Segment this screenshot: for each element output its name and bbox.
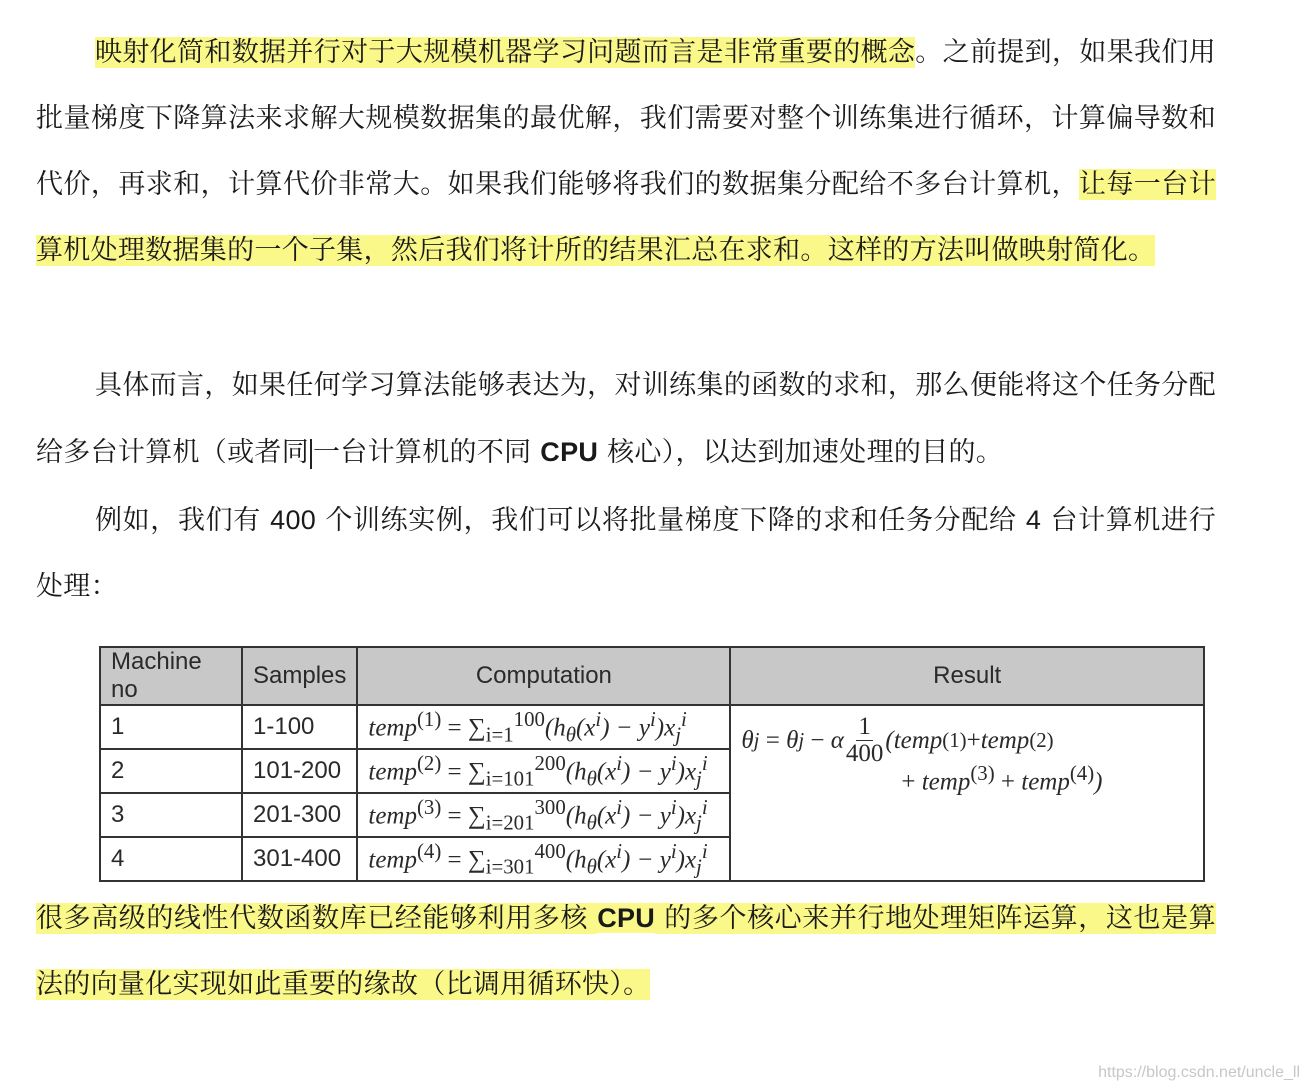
text-cpu: CPU — [540, 437, 599, 467]
text-sum-distribution-b: 一台计算机的不同 — [313, 437, 541, 468]
table-header-row — [100, 647, 1204, 705]
text-cursor-icon — [310, 439, 312, 469]
text-cpu: CPU — [597, 903, 656, 933]
text-example-a: 例如，我们有 — [95, 505, 271, 536]
cell-result-formula: θ j = θ j − α $\frac{1}{400}$ (temp (1) + temp (2) + temp$^{(3)}$ + temp$^{(4)}$) — [730, 705, 1204, 881]
cell-samples: 1-100 — [242, 705, 357, 749]
highlight-subset-processing: 让每一台计算机处理数据集的一个子集，然后我们将计所的结果汇总在求和。这样的方法叫做映射简化。 — [36, 169, 1217, 266]
header-result: Result — [730, 647, 1204, 705]
paragraph-linear-algebra-libraries — [36, 885, 1216, 1018]
fraction: $\frac{1}{400}$ — [845, 713, 884, 767]
paragraph-sum-distribution — [36, 353, 1216, 486]
highlight-multicore-a: 很多高级的线性代数函数库已经能够利用多核 — [36, 903, 598, 934]
cell-machine: 1 — [100, 705, 242, 749]
text-example-b: 个训练实例，我们可以将批量梯度下降的求和任务分配给 — [316, 505, 1026, 536]
cell-samples: 301-400 — [242, 837, 357, 881]
cell-computation: temp$^{(3)}$ = $\sum_{i=201}^{300}(h_\theta(x^i) - y^i)x_j^i$ — [357, 793, 730, 837]
table-row — [100, 705, 1204, 749]
highlight-multicore-b: 的多个核心来并行地处理矩阵运算，这也是算法的向量化实现如此重要的缘故（比调用循环快）。 — [36, 903, 1216, 1000]
text-sum-distribution-a: 具体而言，如果任何学习算法能够表达为，对训练集的函数的求和，那么便能将这个任务分配给多台计算机（或者同 — [36, 370, 1216, 468]
text-batch-gradient-cost: 。之前提到，如果我们用批量梯度下降算法来求解大规模数据集的最优解，我们需要对整个训练集进行循环，计算偏导数和代价，再求和，计算代价非常大。如果我们能够将我们的数据集分配给不多台计算机， — [36, 37, 1216, 200]
header-samples: Samples — [242, 647, 357, 705]
cell-computation: temp$^{(1)}$ = $\sum_{i=1}^{100}(h_\theta(x^i) - y^i)x_j^i$ — [357, 705, 730, 749]
watermark: https://blog.csdn.net/uncle_ll — [1098, 1064, 1300, 1081]
text-example-c: 台计算机进行处理： — [36, 505, 1217, 602]
cell-samples: 201-300 — [242, 793, 357, 837]
cell-samples: 101-200 — [242, 749, 357, 793]
cell-computation: temp$^{(2)}$ = $\sum_{i=101}^{200}(h_\theta(x^i) - y^i)x_j^i$ — [357, 749, 730, 793]
header-machine-no: Machine no — [100, 647, 242, 705]
cell-computation: temp$^{(4)}$ = $\sum_{i=301}^{400}(h_\theta(x^i) - y^i)x_j^i$ — [357, 837, 730, 881]
paragraph-example — [36, 487, 1216, 620]
cell-machine: 3 — [100, 793, 242, 837]
text-sum-distribution-c: 核心），以达到加速处理的目的。 — [598, 437, 1004, 468]
highlight-mapreduce-importance: 映射化简和数据并行对于大规模机器学习问题而言是非常重要的概念 — [95, 37, 916, 68]
cell-machine: 2 — [100, 749, 242, 793]
paragraph-mapreduce-intro — [36, 20, 1216, 284]
text-example-count: 400 — [270, 505, 317, 535]
mapreduce-table — [99, 646, 1205, 882]
text-machine-count: 4 — [1025, 505, 1042, 535]
header-computation: Computation — [357, 647, 730, 705]
cell-machine: 4 — [100, 837, 242, 881]
